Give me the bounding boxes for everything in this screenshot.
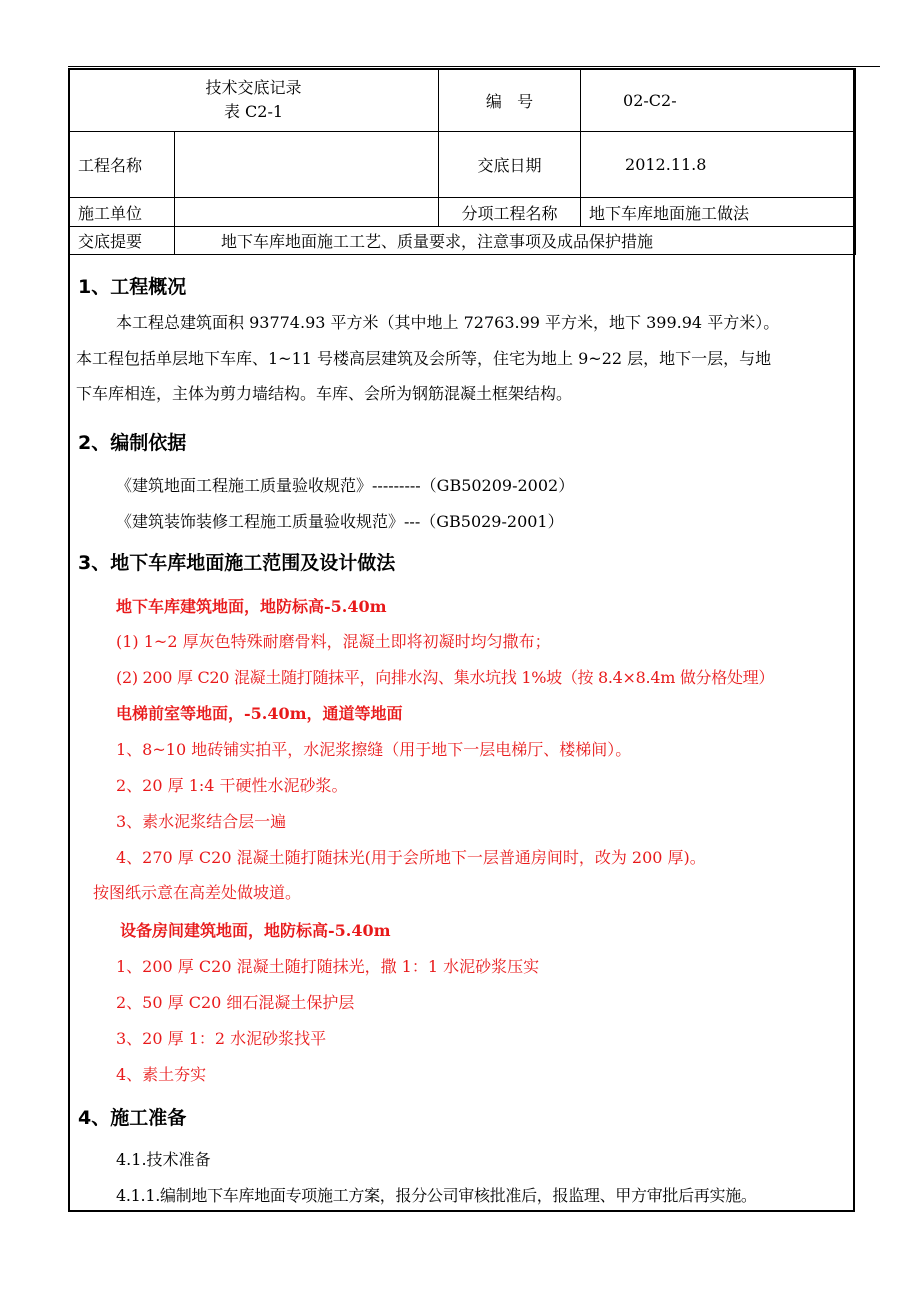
date-value: 2012.11.8 xyxy=(581,132,856,198)
summary-value: 地下车库地面施工工艺、质量要求，注意事项及成品保护措施 xyxy=(175,227,856,255)
subproject-value: 地下车库地面施工做法 xyxy=(581,198,856,227)
date-label: 交底日期 xyxy=(439,132,581,198)
group-1-item-1: (1) 1~2 厚灰色特殊耐磨骨料，混凝土即将初凝时均匀撒布； xyxy=(116,632,551,651)
group-2-item-3: 3、素水泥浆结合层一遍 xyxy=(116,812,287,831)
group-3-title: 设备房间建筑地面，地防标高-5.40m xyxy=(120,921,391,940)
unit-label: 施工单位 xyxy=(69,198,175,227)
reference-1: 《建筑地面工程施工质量验收规范》---------（GB50209-2002） xyxy=(116,476,575,495)
section-4-title: 4、施工准备 xyxy=(78,1107,187,1129)
group-1-title: 地下车库建筑地面，地防标高-5.40m xyxy=(116,597,387,616)
section-1-para-3: 下车库相连，主体为剪力墙结构。车库、会所为钢筋混凝土框架结构。 xyxy=(76,384,573,403)
group-3-item-4: 4、素土夯实 xyxy=(116,1065,207,1084)
subproject-label: 分项工程名称 xyxy=(439,198,581,227)
form-code: 表 C2-1 xyxy=(223,102,284,121)
group-2-item-1: 1、8~10 地砖铺实拍平，水泥浆擦缝（用于地下一层电梯厅、楼梯间）。 xyxy=(116,740,632,759)
group-3-item-3: 3、20 厚 1：2 水泥砂浆找平 xyxy=(116,1029,327,1048)
section-1-para-2: 本工程包括单层地下车库、1~11 号楼高层建筑及会所等，住宅为地上 9~22 层，地下一层，与地 xyxy=(76,349,772,368)
group-1-item-2: (2) 200 厚 C20 混凝土随打随抹平，向排水沟、集水坑找 1%坡（按 8.4×8.4m 做分格处理） xyxy=(116,668,775,687)
section-4-item-1-1: 4.1.1.编制地下车库地面专项施工方案，报分公司审核批准后，报监理、甲方审批后再实施。 xyxy=(116,1186,757,1205)
number-value: 02-C2- xyxy=(581,69,856,132)
project-name-label: 工程名称 xyxy=(69,132,175,198)
group-3-item-2: 2、50 厚 C20 细石混凝土保护层 xyxy=(116,993,355,1012)
section-1-title: 1、工程概况 xyxy=(78,276,187,298)
section-2-title: 2、编制依据 xyxy=(78,432,187,454)
top-rule xyxy=(68,66,880,67)
number-label: 编 号 xyxy=(439,69,581,132)
reference-2: 《建筑装饰装修工程施工质量验收规范》---（GB5029-2001） xyxy=(116,512,564,531)
section-3-title: 3、地下车库地面施工范围及设计做法 xyxy=(78,552,396,574)
group-2-title: 电梯前室等地面，-5.40m，通道等地面 xyxy=(116,704,403,723)
group-2-item-2: 2、20 厚 1:4 干硬性水泥砂浆。 xyxy=(116,776,348,795)
summary-label: 交底提要 xyxy=(69,227,175,255)
section-4-sub-1: 4.1.技术准备 xyxy=(116,1150,211,1169)
group-2-note: 按图纸示意在高差处做坡道。 xyxy=(93,883,302,902)
section-1-para-1: 本工程总建筑面积 93774.93 平方米（其中地上 72763.99 平方米，地下 399.94 平方米）。 xyxy=(116,313,780,332)
form-title: 技术交底记录 xyxy=(205,78,302,97)
group-3-item-1: 1、200 厚 C20 混凝土随打随抹光，撒 1：1 水泥砂浆压实 xyxy=(116,957,540,976)
group-2-item-4: 4、270 厚 C20 混凝土随打随抹光(用于会所地下一层普通房间时，改为 200 厚)。 xyxy=(116,848,706,867)
